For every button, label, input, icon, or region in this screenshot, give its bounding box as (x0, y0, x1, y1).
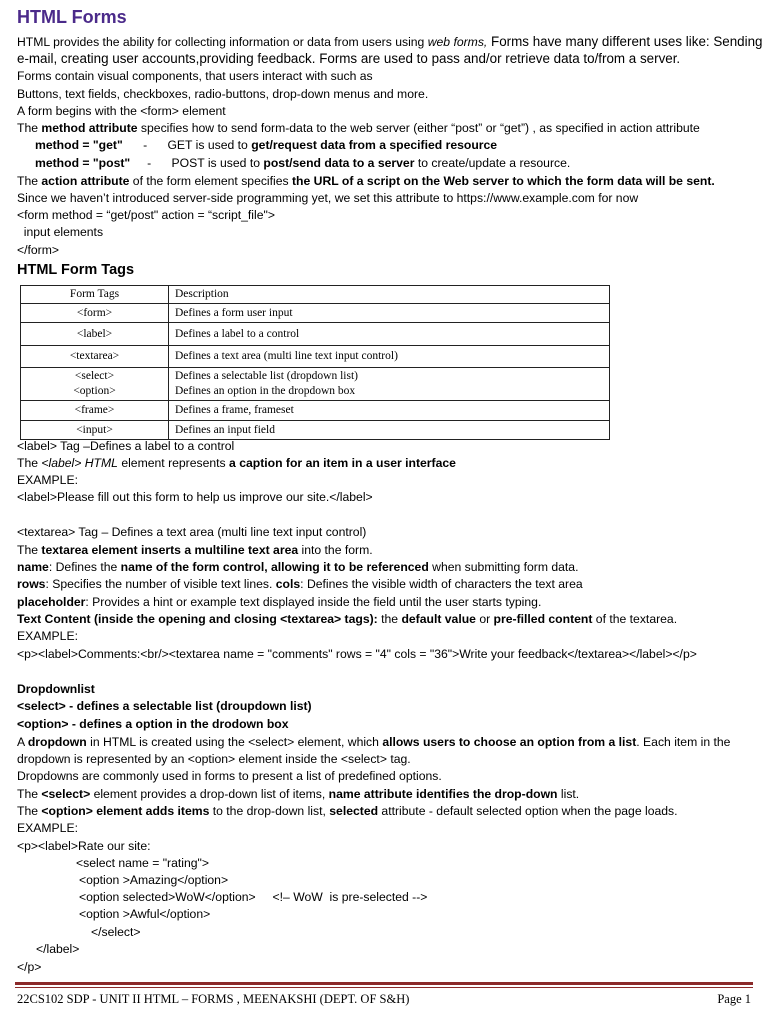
textarea-name-line: name: Defines the name of the form control, allowing it to be referenced when submitting form data. (17, 560, 579, 574)
form-code-line-3: </form> (17, 243, 59, 257)
intro-line-2: e-mail, creating user accounts,providing feedback. Forms are used to pass and/or retrieve data to/from a server. (17, 51, 681, 66)
dropdown-select-line: <select> - defines a selectable list (droupdown list) (17, 699, 312, 713)
table-row (21, 401, 610, 421)
label-line-2: The <label> HTML element represents a caption for an item in a user interface (17, 456, 456, 470)
footer-page-number: Page 1 (717, 992, 751, 1006)
textarea-line-2: The textarea element inserts a multiline text area into the form. (17, 543, 373, 557)
form-tags-table (20, 285, 610, 440)
table-row (21, 346, 610, 368)
dropdown-code-line-1: <p><label>Rate our site: (17, 839, 151, 853)
table-row (21, 323, 610, 346)
form-code-line-1: <form method = “get/post" action = “script_file"> (17, 208, 275, 222)
method-attribute-line: The method attribute specifies how to send form-data to the web server (either “post” or “get”) , as specified in action attribute (17, 121, 700, 135)
dropdown-code-line-5: <option >Awful</option> (79, 907, 211, 921)
page-title: HTML Forms (17, 7, 127, 27)
intro-line-1: HTML provides the ability for collecting information or data from users using web forms, Forms have many different uses like: Sending (17, 34, 763, 49)
label-line-1: <label> Tag –Defines a label to a control (17, 439, 235, 453)
footer-divider (15, 982, 753, 985)
table-header-cell: Form Tags (21, 286, 169, 304)
dropdown-example-heading: EXAMPLE: (17, 821, 78, 835)
table-cell-desc: Defines a selectable list (dropdown list) Defines an option in the dropdown box (169, 368, 610, 401)
table-cell-desc: Defines a form user input (169, 304, 610, 323)
table-cell-tag: <label> (21, 323, 169, 346)
table-cell-tag: <textarea> (21, 346, 169, 368)
footer-divider-thin (15, 987, 753, 988)
dropdown-option-line: <option> - defines a option in the drodown box (17, 717, 289, 731)
table-header-row (21, 286, 610, 304)
dropdown-line-5: dropdown is represented by an <option> element inside the <select> tag. (17, 752, 411, 766)
table-cell-desc: Defines an input field (169, 421, 610, 440)
dropdown-code-line-7: </label> (36, 942, 80, 956)
table-cell-tag: <select> <option> (21, 368, 169, 401)
action-attribute-line: The action attribute of the form element specifies the URL of a script on the Web server to which the form data will be sent. (17, 174, 715, 188)
dropdown-code-line-6: </select> (91, 925, 141, 939)
textarea-rows-line: rows: Specifies the number of visible text lines. cols: Defines the visible width of characters the text area (17, 577, 583, 591)
table-row (21, 368, 610, 401)
textarea-placeholder-line: placeholder: Provides a hint or example text displayed inside the field until the user starts typing. (17, 595, 542, 609)
intro-line-5: A form begins with the <form> element (17, 104, 226, 118)
form-tags-heading: HTML Form Tags (17, 262, 135, 278)
textarea-content-line: Text Content (inside the opening and closing <textarea> tags): the default value or pre-filled content of the textarea. (17, 612, 678, 626)
intro-line-10: Since we haven’t introduced server-side programming yet, we set this attribute to https://www.example.com for now (17, 191, 639, 205)
textarea-example-code: <p><label>Comments:<br/><textarea name = "comments" rows = "4" cols = "36">Write your feedback</textarea></label></p> (17, 647, 697, 661)
dropdown-code-line-4: <option selected>WoW</option> <!– WoW is pre-selected --> (79, 890, 428, 904)
form-code-line-2: input elements (17, 225, 104, 239)
dropdown-code-line-2: <select name = "rating"> (76, 856, 209, 870)
table-row (21, 304, 610, 323)
dropdown-heading: Dropdownlist (17, 682, 95, 696)
dropdown-line-7: The <select> element provides a drop-down list of items, name attribute identifies the drop-down list. (17, 787, 580, 801)
table-row (21, 421, 610, 440)
table-cell-tag: <frame> (21, 401, 169, 421)
table-cell-tag: <input> (21, 421, 169, 440)
intro-line-4: Buttons, text fields, checkboxes, radio-buttons, drop-down menus and more. (17, 87, 429, 101)
dropdown-line-6: Dropdowns are commonly used in forms to present a list of predefined options. (17, 769, 442, 783)
method-post-line: method = "post" - POST is used to post/send data to a server to create/update a resource. (35, 156, 571, 170)
table-header-cell: Description (169, 286, 610, 304)
textarea-example-heading: EXAMPLE: (17, 629, 78, 643)
dropdown-code-line-8: </p> (17, 960, 42, 974)
label-example-code: <label>Please fill out this form to help us improve our site.</label> (17, 490, 373, 504)
footer-course-info: 22CS102 SDP - UNIT II HTML – FORMS , MEENAKSHI (DEPT. OF S&H) (17, 992, 410, 1006)
label-example-heading: EXAMPLE: (17, 473, 78, 487)
method-get-line: method = "get" - GET is used to get/request data from a specified resource (35, 138, 498, 152)
dropdown-code-line-3: <option >Amazing</option> (79, 873, 229, 887)
table-cell-desc: Defines a text area (multi line text input control) (169, 346, 610, 368)
table-cell-desc: Defines a label to a control (169, 323, 610, 346)
dropdown-line-4: A dropdown in HTML is created using the <select> element, which allows users to choose an option from a list. Each item in the (17, 735, 731, 749)
textarea-line-1: <textarea> Tag – Defines a text area (multi line text input control) (17, 525, 367, 539)
table-cell-tag: <form> (21, 304, 169, 323)
dropdown-line-8: The <option> element adds items to the drop-down list, selected attribute - default selected option when the page loads. (17, 804, 678, 818)
intro-line-3: Forms contain visual components, that users interact with such as (17, 69, 373, 83)
table-cell-desc: Defines a frame, frameset (169, 401, 610, 421)
